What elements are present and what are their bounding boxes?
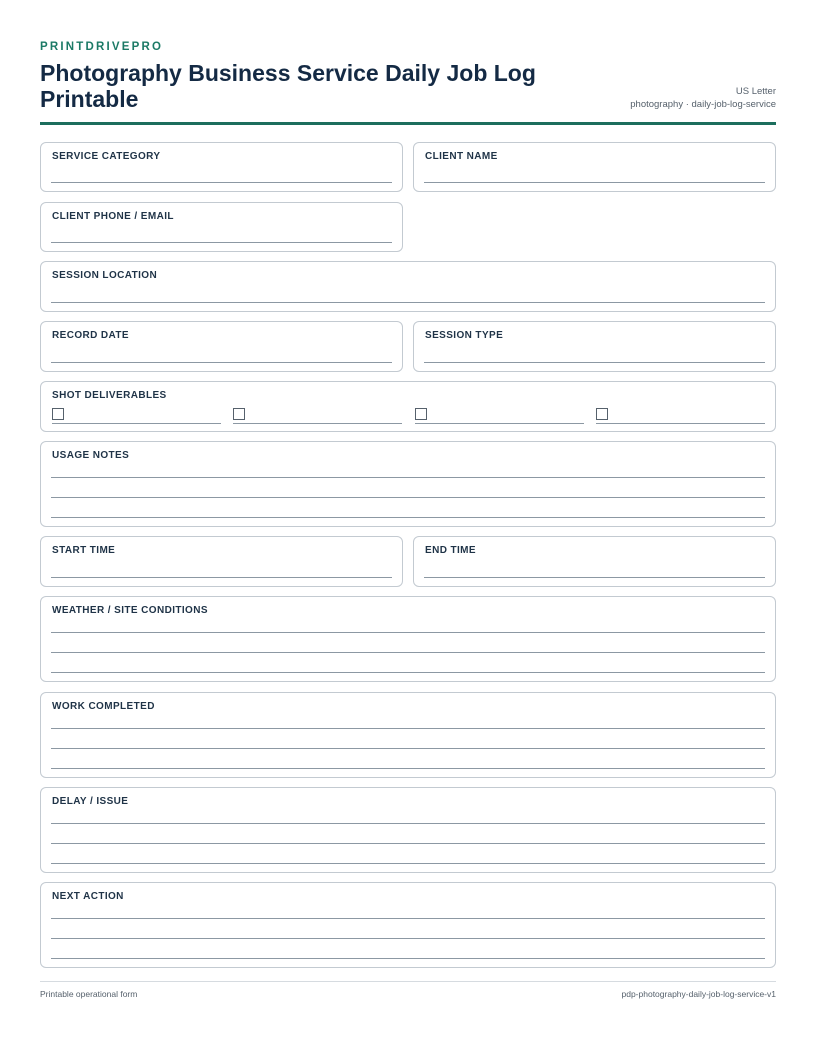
weather-line[interactable]	[51, 632, 765, 633]
document-meta	[630, 85, 776, 111]
shot-deliverables-label: SHOT DELIVERABLES	[52, 390, 167, 401]
session-type-label: SESSION TYPE	[425, 330, 504, 341]
paper-size-label: US Letter	[735, 86, 776, 97]
client-name-input[interactable]	[424, 182, 765, 183]
footer-left-text: Printable operational form	[40, 989, 138, 999]
next-action-label: NEXT ACTION	[52, 891, 124, 902]
record-date-label: RECORD DATE	[52, 330, 129, 341]
shot-deliverables-box	[40, 381, 776, 432]
checkbox-icon[interactable]	[52, 408, 64, 420]
delay-issue-line[interactable]	[51, 823, 765, 824]
weather-line[interactable]	[51, 672, 765, 673]
usage-notes-line[interactable]	[51, 517, 765, 518]
usage-notes-label: USAGE NOTES	[52, 450, 130, 461]
start-time-box	[40, 536, 403, 587]
end-time-box	[413, 536, 776, 587]
deliverable-item[interactable]	[233, 408, 402, 424]
record-date-box	[40, 321, 403, 372]
deliverable-item[interactable]	[596, 408, 765, 424]
delay-issue-line[interactable]	[51, 843, 765, 844]
session-location-label: SESSION LOCATION	[52, 270, 158, 281]
checkbox-icon[interactable]	[415, 408, 427, 420]
work-completed-line[interactable]	[51, 728, 765, 729]
form-page	[40, 0, 776, 1056]
work-completed-box	[40, 692, 776, 778]
service-category-box	[40, 142, 403, 192]
delay-issue-line[interactable]	[51, 863, 765, 864]
work-completed-label: WORK COMPLETED	[52, 701, 155, 712]
delay-issue-label: DELAY / ISSUE	[52, 796, 129, 807]
start-time-input[interactable]	[51, 577, 392, 578]
work-completed-line[interactable]	[51, 748, 765, 749]
weather-label: WEATHER / SITE CONDITIONS	[52, 605, 208, 616]
end-time-label: END TIME	[425, 545, 476, 556]
weather-line[interactable]	[51, 652, 765, 653]
session-location-box	[40, 261, 776, 312]
header-divider	[40, 122, 776, 125]
client-name-label: CLIENT NAME	[425, 151, 498, 162]
start-time-label: START TIME	[52, 545, 116, 556]
session-location-input[interactable]	[51, 302, 765, 303]
work-completed-line[interactable]	[51, 768, 765, 769]
service-category-label: SERVICE CATEGORY	[52, 151, 161, 162]
page-title: Photography Business Service Daily Job Log Printable	[40, 60, 536, 112]
checkbox-icon[interactable]	[596, 408, 608, 420]
usage-notes-box	[40, 441, 776, 527]
service-category-input[interactable]	[51, 182, 392, 183]
weather-box	[40, 596, 776, 682]
next-action-line[interactable]	[51, 918, 765, 919]
document-tags: photography · daily-job-log-service	[630, 99, 776, 110]
footer-form-id: pdp-photography-daily-job-log-service-v1	[621, 989, 776, 999]
session-type-input[interactable]	[424, 362, 765, 363]
client-name-box	[413, 142, 776, 192]
usage-notes-line[interactable]	[51, 477, 765, 478]
next-action-line[interactable]	[51, 938, 765, 939]
delay-issue-box	[40, 787, 776, 873]
session-type-box	[413, 321, 776, 372]
usage-notes-line[interactable]	[51, 497, 765, 498]
checkbox-icon[interactable]	[233, 408, 245, 420]
record-date-input[interactable]	[51, 362, 392, 363]
next-action-box	[40, 882, 776, 968]
deliverable-item[interactable]	[415, 408, 584, 424]
client-contact-input[interactable]	[51, 242, 392, 243]
footer-divider	[40, 981, 776, 982]
next-action-line[interactable]	[51, 958, 765, 959]
client-contact-box	[40, 202, 403, 252]
deliverable-item[interactable]	[52, 408, 221, 424]
client-contact-label: CLIENT PHONE / EMAIL	[52, 211, 174, 222]
brand-logo-text: PRINTDRIVEPRO	[40, 41, 164, 53]
end-time-input[interactable]	[424, 577, 765, 578]
